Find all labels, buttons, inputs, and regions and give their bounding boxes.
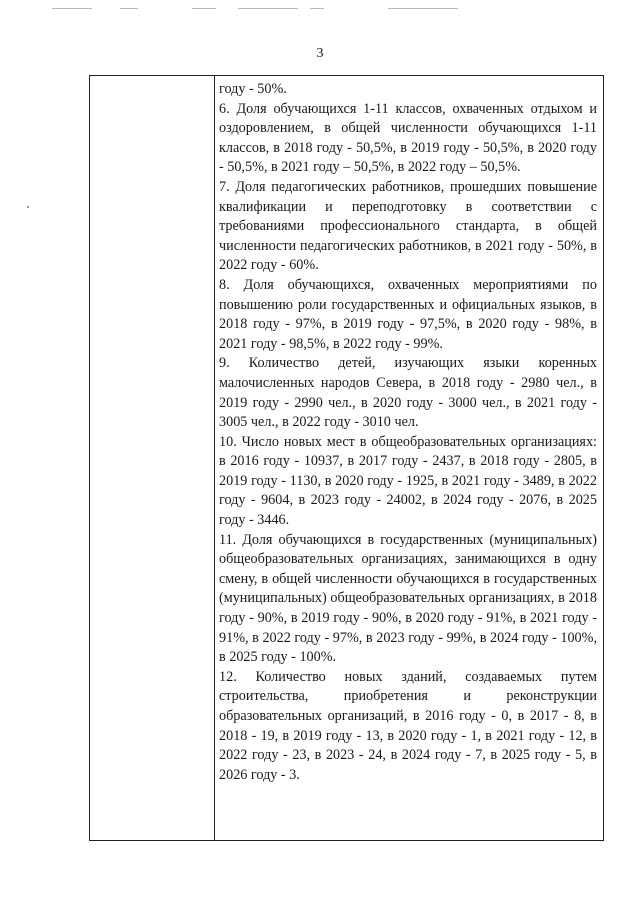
scan-artifact bbox=[388, 8, 458, 9]
paragraph-item-9: 9. Количество детей, изучающих языки коренных малочисленных народов Севера, в 2018 году - 2980 чел., в 2019 году - 2990 чел., в 2020 году - 3000 чел., в 2021 году - 3005 чел., в 2022 году - 3010 чел. bbox=[219, 355, 597, 431]
paragraph-item-7: 7. Доля педагогических работников, прошедших повышение квалификации и переподготовку в соответствии с требованиями профессионального стандарта, в общей численности педагогических работников, в 2021 году - 50%, в 2022 году - 60%. bbox=[219, 178, 597, 274]
column-divider bbox=[214, 76, 215, 840]
paragraph-item-6: 6. Доля обучающихся 1-11 классов, охваченных отдыхом и оздоровлением, в общей численности обучающихся 1-11 классов, в 2018 году - 50,5%, в 2019 году - 50,5%, в 2020 году - 50,5%, в 2021 году – 50,5%, в 2022 году – 50,5%. bbox=[219, 100, 597, 176]
scan-artifact bbox=[27, 206, 29, 208]
paragraph-item-11: 11. Доля обучающихся в государственных (муниципальных) общеобразовательных организациях, занимающихся в одну смену, в общей численности обучающихся в государственных (муниципальных) общеобразовательных организациях, в 2018 году - 90%, в 2019 году - 90%, в 2020 году - 91%, в 2021 году - 91%, в 2022 году - 97%, в 2023 году - 99%, в 2024 году - 100%, в 2025 году - 100%. bbox=[219, 531, 597, 666]
document-table bbox=[89, 75, 604, 841]
scan-artifact bbox=[120, 8, 138, 9]
scan-artifact bbox=[52, 8, 92, 9]
scan-artifact bbox=[192, 8, 216, 9]
paragraph-item-8: 8. Доля обучающихся, охваченных мероприятиями по повышению роли государственных и официальных языков, в 2018 году - 97%, в 2019 году - 97,5%, в 2020 году - 98%, в 2021 году - 98,5%, в 2022 году - 99%. bbox=[219, 276, 597, 352]
scan-artifact bbox=[238, 8, 298, 9]
paragraph-item-12: 12. Количество новых зданий, создаваемых путем строительства, приобретения и реконструкции образовательных организаций, в 2016 году - 0, в 2017 - 8, в 2018 - 19, в 2019 году - 13, в 2020 году - 1, в 2021 году - 12, в 2022 году - 23, в 2023 - 24, в 2024 году - 7, в 2025 году - 5, в 2026 году - 3. bbox=[219, 668, 597, 783]
table-content-cell bbox=[219, 80, 597, 785]
paragraph-continuation: году - 50%. bbox=[219, 81, 287, 97]
page-number: 3 bbox=[316, 46, 324, 61]
paragraph-item-10: 10. Число новых мест в общеобразовательных организациях: в 2016 году - 10937, в 2017 году - 2437, в 2018 году - 2805, в 2019 году - 1130, в 2020 году - 1925, в 2021 году - 3489, в 2022 году - 9604, в 2023 году - 24002, в 2024 году - 2076, в 2025 году - 3446. bbox=[219, 433, 597, 529]
scan-artifact bbox=[310, 8, 324, 9]
